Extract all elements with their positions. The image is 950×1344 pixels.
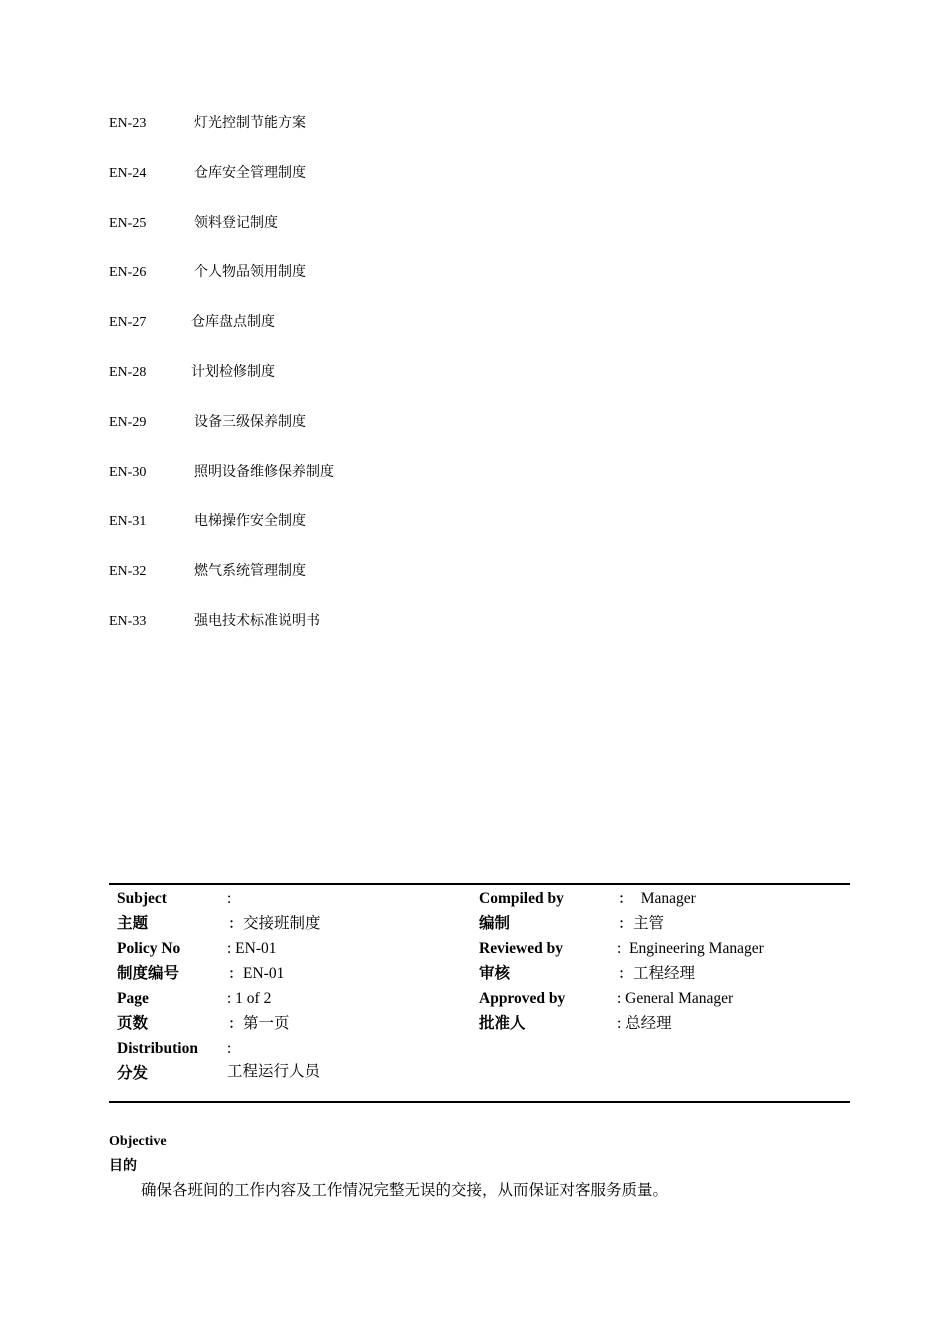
subject-cn-value: 交接班制度 (243, 915, 321, 932)
compiled-by-label: Compiled by (479, 890, 564, 907)
list-item (109, 512, 509, 562)
header-row-distribution (109, 1038, 850, 1063)
policy-title: 强电技术标准说明书 (194, 613, 320, 629)
objective-section (109, 1132, 668, 1202)
policy-title: 燃气系统管理制度 (194, 564, 306, 580)
header-row-policy-cn (109, 963, 850, 988)
header-row-distribution-cn (109, 1061, 850, 1086)
compiled-by-cn-field (617, 913, 664, 935)
colon-mark: ： (618, 966, 632, 981)
reviewed-by-label: Reviewed by (479, 940, 563, 957)
policy-code: EN-26 (109, 265, 147, 281)
objective-heading-cn: 目的 (109, 1159, 137, 1174)
colon-mark: ： (618, 916, 632, 931)
policy-code: EN-24 (109, 165, 147, 181)
colon-mark: ： (228, 1016, 242, 1031)
policy-code: EN-27 (109, 315, 147, 331)
list-item (109, 164, 509, 214)
compiled-by-field (617, 888, 696, 910)
distribution-label: Distribution (117, 1040, 198, 1057)
policy-code: EN-33 (109, 613, 147, 629)
list-item (109, 612, 509, 662)
policy-code: EN-29 (109, 414, 147, 430)
policy-code: EN-32 (109, 564, 147, 580)
subject-label: Subject (117, 890, 167, 907)
compiled-by-cn-value: 主管 (633, 915, 665, 932)
policy-code: EN-23 (109, 116, 147, 131)
distribution-cn-label: 分发 (117, 1065, 149, 1082)
objective-heading: Objective (109, 1134, 167, 1149)
header-row-policy (109, 938, 850, 963)
policy-header-block (109, 883, 850, 1103)
objective-body: 确保各班间的工作内容及工作情况完整无误的交接，从而保证对客服务质量。 (141, 1182, 669, 1199)
header-row-subject-cn (109, 913, 850, 938)
policy-title: 个人物品领用制度 (194, 265, 306, 281)
approved-by-value: : General Manager (617, 990, 734, 1007)
policy-title: 电梯操作安全制度 (194, 514, 306, 530)
policy-no-cn-field (227, 963, 284, 985)
policy-no-label: Policy No (117, 940, 181, 957)
policy-code: EN-31 (109, 514, 147, 530)
subject-cn-field (227, 913, 321, 935)
policy-no-value: : EN-01 (227, 940, 277, 957)
policy-title: 灯光控制节能方案 (194, 116, 306, 131)
list-item (109, 463, 509, 513)
list-item (109, 214, 509, 264)
header-row-page (109, 988, 850, 1013)
reviewed-by-cn-value: 工程经理 (633, 965, 696, 982)
distribution-value: : (227, 1040, 232, 1057)
header-row-page-cn (109, 1013, 850, 1038)
list-item (109, 114, 509, 164)
page-cn-value: 第一页 (243, 1015, 290, 1032)
distribution-cn-value: 工程运行人员 (227, 1063, 321, 1080)
colon-mark: ： (618, 891, 632, 906)
header-row-subject (109, 888, 850, 913)
policy-code: EN-28 (109, 364, 147, 380)
page-label: Page (117, 990, 149, 1007)
policy-title: 照明设备维修保养制度 (194, 464, 334, 480)
colon-mark: ： (228, 916, 242, 931)
page-cn-field (227, 1013, 290, 1035)
list-item (109, 313, 509, 363)
reviewed-by-cn-field (617, 963, 695, 985)
policy-code: EN-30 (109, 464, 147, 480)
list-item (109, 413, 509, 463)
policy-no-cn-value: EN-01 (243, 965, 285, 982)
list-item (109, 263, 509, 313)
approved-by-cn-value: : 总经理 (617, 1015, 672, 1032)
approved-by-cn-label: 批准人 (479, 1015, 526, 1032)
policy-title: 仓库安全管理制度 (194, 165, 306, 181)
page-value: : 1 of 2 (227, 990, 272, 1007)
policy-no-cn-label: 制度编号 (117, 965, 180, 982)
policy-title: 仓库盘点制度 (191, 315, 275, 331)
policy-index-list (109, 114, 509, 662)
compiled-by-cn-label: 编制 (479, 915, 511, 932)
approved-by-label: Approved by (479, 990, 566, 1007)
page-cn-label: 页数 (117, 1015, 149, 1032)
policy-code: EN-25 (109, 215, 147, 231)
reviewed-by-cn-label: 审核 (479, 965, 511, 982)
colon-mark: ： (228, 966, 242, 981)
list-item (109, 363, 509, 413)
policy-title: 领料登记制度 (194, 215, 278, 231)
subject-value: : (227, 890, 232, 907)
policy-title: 计划检修制度 (191, 364, 275, 380)
reviewed-by-value: : Engineering Manager (617, 940, 764, 957)
policy-title: 设备三级保养制度 (194, 414, 306, 430)
compiled-by-value: Manager (640, 890, 696, 907)
list-item (109, 562, 509, 612)
subject-cn-label: 主题 (117, 915, 149, 932)
